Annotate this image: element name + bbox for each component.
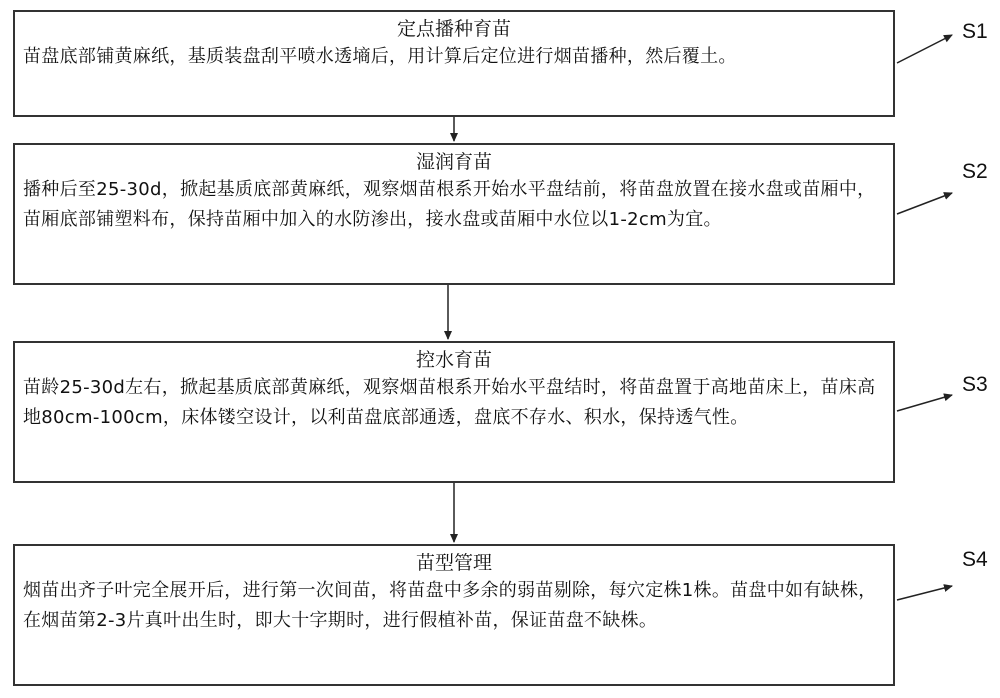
step-description: 播种后至25-30d，掀起基质底部黄麻纸，观察烟苗根系开始水平盘结前，将苗盘放置在接水盘或苗厢中，苗厢底部铺塑料布，保持苗厢中加入的水防渗出，接水盘或苗厢中水位以1-2cm为宜。 — [23, 179, 876, 230]
label-arrow-s4 — [897, 586, 952, 600]
step-label-s2: S2 — [962, 160, 988, 183]
label-arrow-s3 — [897, 395, 952, 411]
step-label-s3: S3 — [962, 373, 988, 396]
step-label-s4: S4 — [962, 548, 988, 571]
step-title: 湿润育苗 — [415, 151, 492, 173]
step-title: 控水育苗 — [415, 349, 492, 371]
step-description: 烟苗出齐子叶完全展开后，进行第一次间苗，将苗盘中多余的弱苗剔除，每穴定株1株。苗盘中如有缺株，在烟苗第2-3片真叶出生时，即大十字期时，进行假植补苗，保证苗盘不缺株。 — [23, 580, 877, 631]
step-title: 定点播种育苗 — [396, 18, 511, 40]
label-arrow-s2 — [897, 193, 952, 214]
step-description: 苗盘底部铺黄麻纸，基质装盘刮平喷水透墒后，用计算后定位进行烟苗播种，然后覆土。 — [23, 46, 737, 67]
step-label-s1: S1 — [962, 20, 988, 43]
step-title: 苗型管理 — [415, 552, 492, 574]
label-arrow-s1 — [897, 35, 952, 63]
step-description: 苗龄25-30d左右，掀起基质底部黄麻纸，观察烟苗根系开始水平盘结时，将苗盘置于高地苗床上，苗床高地80cm-100cm，床体镂空设计，以利苗盘底部通透，盘底不存水、积水，保持透气性。 — [23, 377, 876, 428]
